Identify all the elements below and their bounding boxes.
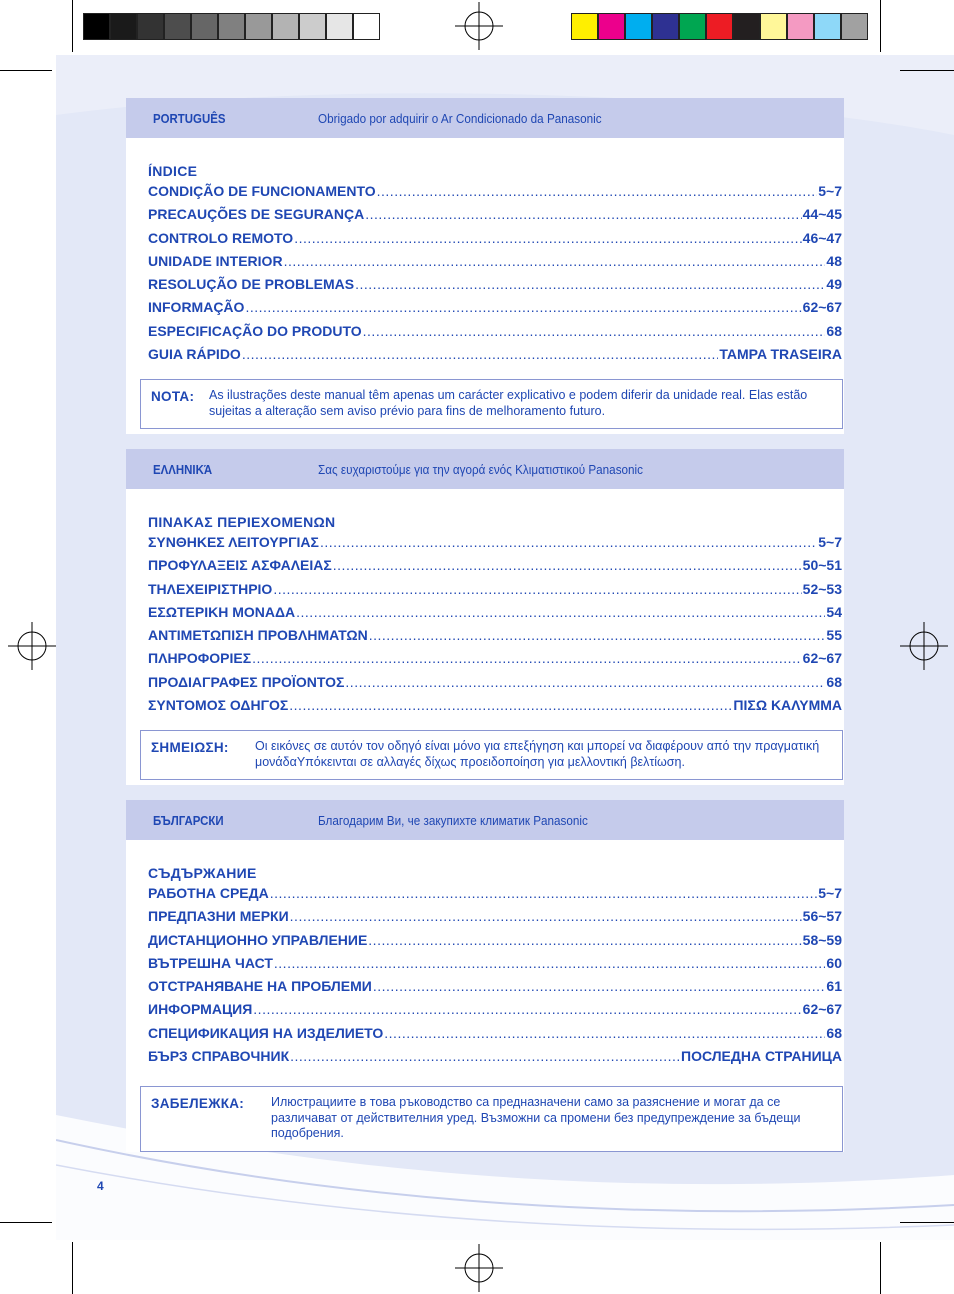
toc-entry-label: ΤΗΛΕΧΕΙΡΙΣΤΗΡΙΟ xyxy=(148,580,273,597)
toc-entry-page: 68 xyxy=(826,1024,842,1041)
toc-leader-dots xyxy=(294,230,801,246)
toc-entry-page: 61 xyxy=(826,978,842,995)
toc-entry-page: 62~67 xyxy=(802,1001,842,1018)
section-tagline: Σας ευχαριστούμε για την αγορά ενός Κλιματιστικού Panasonic xyxy=(318,461,644,477)
toc-leader-dots xyxy=(363,323,826,339)
toc-entry[interactable] xyxy=(148,206,842,229)
toc-entry-page: 58~59 xyxy=(802,931,842,948)
toc-title: ÍNDICE xyxy=(148,163,198,179)
color-swatch xyxy=(299,13,326,40)
crop-mark xyxy=(880,0,881,52)
toc-leader-dots xyxy=(290,908,802,924)
toc-entry-page: 44~45 xyxy=(802,206,842,223)
toc-entry-page: 5~7 xyxy=(818,885,842,901)
color-swatch xyxy=(787,13,814,40)
crop-mark xyxy=(0,1222,52,1223)
toc-entry-label: РАБОТНА СРЕДА xyxy=(148,885,269,901)
color-swatch xyxy=(218,13,245,40)
toc-entry-label: БЪРЗ СПРАВОЧНИК xyxy=(148,1048,290,1065)
color-swatch xyxy=(137,13,164,40)
toc-entry-page: 55 xyxy=(826,627,842,644)
toc-list-bulgarian xyxy=(148,885,842,1071)
toc-leader-dots xyxy=(355,276,825,292)
toc-entry[interactable] xyxy=(148,908,842,931)
toc-entry-label: UNIDADE INTERIOR xyxy=(148,252,283,269)
toc-entry[interactable] xyxy=(148,932,842,955)
toc-entry[interactable] xyxy=(148,253,842,276)
language-name: БЪЛГАРСКИ xyxy=(153,812,224,828)
toc-entry-label: ΠΛΗΡΟΦΟΡΙΕΣ xyxy=(148,650,252,667)
toc-leader-dots xyxy=(320,534,817,550)
toc-leader-dots xyxy=(368,932,801,948)
note-box-greek xyxy=(140,730,843,780)
registration-mark-icon xyxy=(8,622,56,670)
crop-mark xyxy=(0,70,52,71)
toc-leader-dots xyxy=(296,604,825,620)
color-swatch xyxy=(652,13,679,40)
toc-entry[interactable] xyxy=(148,299,842,322)
note-text: Илюстрациите в това ръководство са предназначени само за разяснение и могат да се различават от действителния уред. Възможни са промени без предупреждение за бъдещи подобрения. xyxy=(271,1095,801,1140)
note-text: Οι εικόνες σε αυτόν τον οδηγό είναι μόνο για επεξήγηση και μπορεί να διαφέρουν από την πραγματική μονάδαΥπόκεινται σε αλλαγές δίχως προειδοποίηση για μελλοντική βελτίωση. xyxy=(255,739,820,769)
toc-list-greek xyxy=(148,534,842,720)
color-swatch xyxy=(326,13,353,40)
toc-entry-page: 50~51 xyxy=(802,557,842,574)
toc-leader-dots xyxy=(242,346,719,362)
crop-mark xyxy=(72,1242,73,1294)
toc-leader-dots xyxy=(245,299,801,315)
color-swatch xyxy=(83,13,110,40)
crop-mark xyxy=(900,70,954,71)
toc-entry[interactable] xyxy=(148,276,842,299)
section-header-portuguese xyxy=(126,98,844,138)
toc-entry-page: TAMPA TRASEIRA xyxy=(719,346,842,363)
toc-leader-dots xyxy=(333,557,802,573)
toc-entry-page: 54 xyxy=(826,603,842,620)
crop-mark xyxy=(72,0,73,52)
toc-leader-dots xyxy=(252,650,802,666)
color-swatch xyxy=(706,13,733,40)
toc-entry[interactable] xyxy=(148,627,842,650)
toc-leader-dots xyxy=(365,206,801,222)
toc-entry-label: ΠΡΟΦΥΛΑΞΕΙΣ ΑΣΦΑΛΕΙΑΣ xyxy=(148,557,332,574)
toc-entry-label: ΣΥΝΤΟΜΟΣ ΟΔΗΓΟΣ xyxy=(148,697,289,714)
toc-leader-dots xyxy=(369,627,826,643)
toc-entry-label: GUIA RÁPIDO xyxy=(148,346,241,363)
toc-entry-page: 68 xyxy=(826,673,842,690)
toc-entry-label: CONTROLO REMOTO xyxy=(148,229,294,246)
section-tagline: Obrigado por adquirir o Ar Condicionado da Panasonic xyxy=(318,110,602,126)
toc-title: ΠΙΝΑΚΑΣ ΠΕΡΙΕΧΟΜΕΝΩΝ xyxy=(148,514,336,530)
note-text: As ilustrações deste manual têm apenas um carácter explicativo e podem diferir da unidade real. Elas estão sujeitas a alteração sem aviso prévio para fins de melhoramento futuro. xyxy=(209,388,808,418)
toc-entry-label: ΣΥΝΘΗΚΕΣ ΛΕΙΤΟΥΡΓΙΑΣ xyxy=(148,534,319,550)
color-swatch xyxy=(245,13,272,40)
color-swatch xyxy=(760,13,787,40)
note-box-bulgarian xyxy=(140,1086,843,1152)
grayscale-calibration-bar xyxy=(83,13,380,40)
note-box-portuguese xyxy=(140,379,843,429)
toc-entry-page: 62~67 xyxy=(802,299,842,316)
note-label: ΣΗΜΕΙΩΣΗ: xyxy=(151,740,229,755)
toc-leader-dots xyxy=(270,885,818,901)
toc-leader-dots xyxy=(284,253,826,269)
toc-entry[interactable] xyxy=(148,1025,842,1048)
toc-entry[interactable] xyxy=(148,534,842,557)
section-tagline: Благодарим Ви, че закупихте климатик Panasonic xyxy=(318,812,588,828)
toc-entry[interactable] xyxy=(148,183,842,206)
toc-entry[interactable] xyxy=(148,557,842,580)
color-swatch xyxy=(191,13,218,40)
registration-mark-icon xyxy=(455,1244,503,1292)
toc-entry-page: 46~47 xyxy=(802,229,842,246)
toc-title: СЪДЪРЖАНИЕ xyxy=(148,865,257,881)
toc-entry-page: 60 xyxy=(826,954,842,971)
toc-leader-dots xyxy=(290,1048,680,1064)
toc-entry[interactable] xyxy=(148,885,842,908)
toc-entry[interactable] xyxy=(148,650,842,673)
toc-entry-label: PRECAUÇÕES DE SEGURANÇA xyxy=(148,206,365,223)
toc-entry-page: 48 xyxy=(826,252,842,269)
section-header-greek xyxy=(126,449,844,489)
toc-entry-page: 5~7 xyxy=(818,183,842,199)
crop-mark xyxy=(900,1222,954,1223)
color-calibration-bar xyxy=(571,13,868,40)
color-swatch xyxy=(598,13,625,40)
toc-leader-dots xyxy=(273,581,801,597)
color-swatch xyxy=(571,13,598,40)
toc-entry-label: ΕΣΩΤΕΡΙΚΗ ΜΟΝΑΔΑ xyxy=(148,603,296,620)
toc-entry-label: CONDIÇÃO DE FUNCIONAMENTO xyxy=(148,183,376,199)
toc-entry[interactable] xyxy=(148,978,842,1001)
toc-leader-dots xyxy=(384,1025,825,1041)
toc-entry-label: ОТСТРАНЯВАНЕ НА ПРОБЛЕМИ xyxy=(148,978,372,995)
color-swatch xyxy=(814,13,841,40)
toc-entry[interactable] xyxy=(148,230,842,253)
color-swatch xyxy=(733,13,760,40)
color-swatch xyxy=(164,13,191,40)
note-label: NOTA: xyxy=(151,389,195,404)
color-swatch xyxy=(272,13,299,40)
language-name: PORTUGUÊS xyxy=(153,110,226,126)
toc-entry-page: 52~53 xyxy=(802,580,842,597)
toc-entry-label: ΠΡΟΔΙΑΓΡΑΦΕΣ ΠΡΟΪΟΝΤΟΣ xyxy=(148,673,345,690)
toc-entry-label: INFORMAÇÃO xyxy=(148,299,245,316)
toc-entry-page: ПОСЛЕДНА СТРАНИЦА xyxy=(681,1048,842,1065)
toc-entry[interactable] xyxy=(148,346,842,369)
toc-entry-label: ΑΝΤΙΜΕΤΩΠΙΣΗ ΠΡΟΒΛΗΜΑΤΩΝ xyxy=(148,627,368,644)
note-label: ЗАБЕЛЕЖКА: xyxy=(151,1096,245,1111)
toc-entry[interactable] xyxy=(148,604,842,627)
toc-entry-label: ПРЕДПАЗНИ МЕРКИ xyxy=(148,908,289,925)
registration-mark-icon xyxy=(900,622,948,670)
toc-entry[interactable] xyxy=(148,955,842,978)
toc-leader-dots xyxy=(377,183,818,199)
toc-list-portuguese xyxy=(148,183,842,369)
crop-mark xyxy=(880,1242,881,1294)
toc-entry[interactable] xyxy=(148,674,842,697)
toc-leader-dots xyxy=(373,978,826,994)
toc-entry[interactable] xyxy=(148,1001,842,1024)
color-swatch xyxy=(110,13,137,40)
color-swatch xyxy=(353,13,380,40)
toc-entry-label: ДИСТАНЦИОННО УПРАВЛЕНИЕ xyxy=(148,931,368,948)
toc-entry-page: 62~67 xyxy=(802,650,842,667)
toc-leader-dots xyxy=(345,674,825,690)
toc-entry[interactable] xyxy=(148,1048,842,1071)
registration-mark-icon xyxy=(455,2,503,50)
toc-entry-page: 56~57 xyxy=(802,908,842,925)
language-name: ΕΛΛΗΝΙΚΆ xyxy=(153,461,213,477)
toc-entry-page: 5~7 xyxy=(818,534,842,550)
color-swatch xyxy=(679,13,706,40)
color-swatch xyxy=(625,13,652,40)
toc-entry-label: RESOLUÇÃO DE PROBLEMAS xyxy=(148,276,355,293)
color-swatch xyxy=(841,13,868,40)
page-number: 4 xyxy=(97,1179,104,1193)
toc-entry-label: ESPECIFICAÇÃO DO PRODUTO xyxy=(148,322,362,339)
section-header-bulgarian xyxy=(126,800,844,840)
toc-entry-label: СПЕЦИФИКАЦИЯ НА ИЗДЕЛИЕТО xyxy=(148,1024,384,1041)
toc-entry-page: 68 xyxy=(826,322,842,339)
toc-leader-dots xyxy=(274,955,826,971)
toc-entry-label: ИНФОРМАЦИЯ xyxy=(148,1001,253,1018)
toc-entry[interactable] xyxy=(148,581,842,604)
toc-leader-dots xyxy=(253,1001,801,1017)
toc-leader-dots xyxy=(289,697,732,713)
toc-entry[interactable] xyxy=(148,697,842,720)
toc-entry-page: 49 xyxy=(826,276,842,293)
toc-entry-label: ВЪТРЕШНА ЧАСТ xyxy=(148,954,273,971)
toc-entry[interactable] xyxy=(148,323,842,346)
toc-entry-page: ΠΙΣΩ ΚΑΛΥΜΜΑ xyxy=(733,697,842,714)
